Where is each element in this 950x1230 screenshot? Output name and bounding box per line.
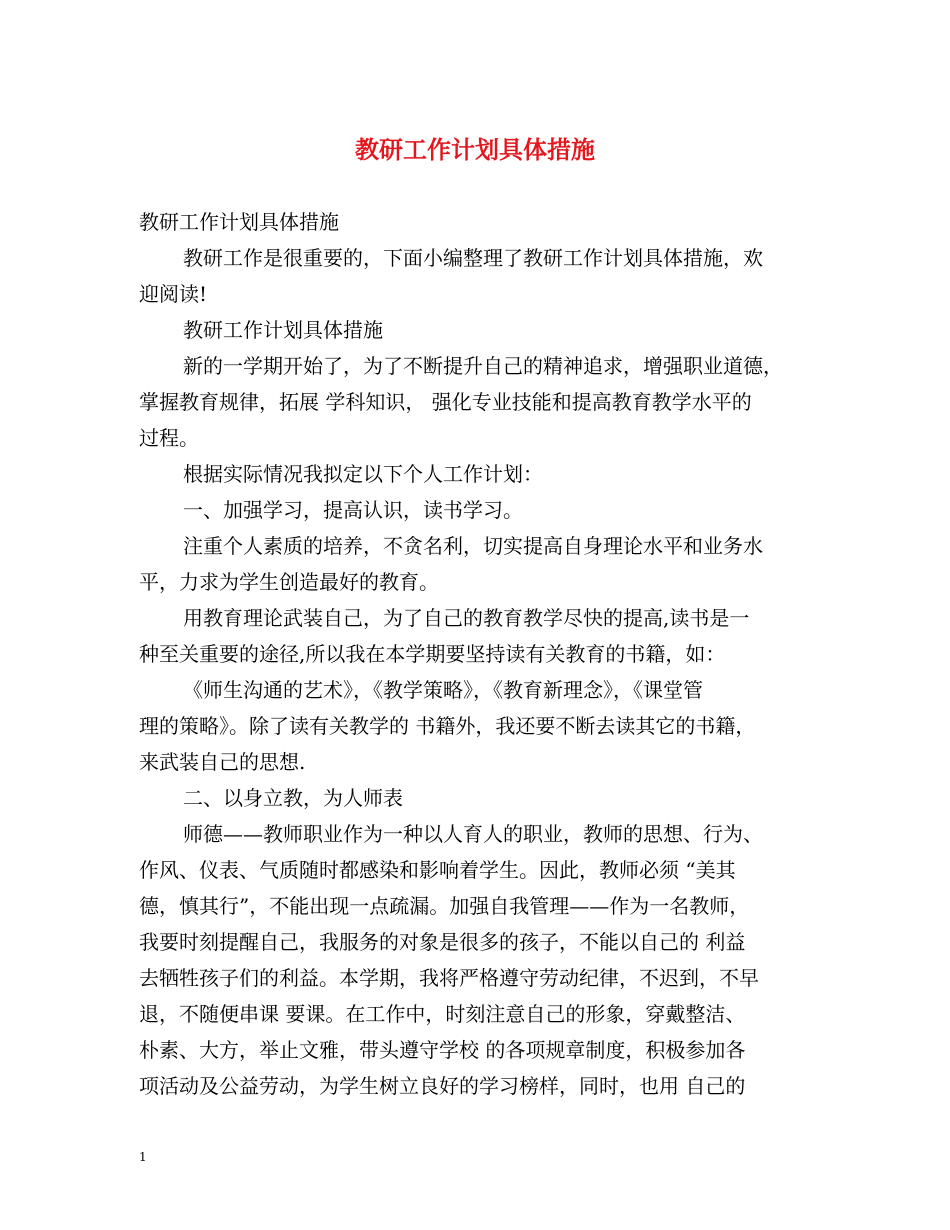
body-line: 德，慎其行”，不能出现一点疏漏。加强自我管理——作为一名教师， xyxy=(139,894,750,918)
document-title: 教研工作计划具体措施 xyxy=(355,135,595,164)
document-body xyxy=(139,204,819,1104)
body-line: 作风、仪表、气质随时都感染和影响着学生。因此，教师必须 “美其 xyxy=(139,858,736,882)
body-line: 《师生沟通的艺术》，《教学策略》，《教育新理念》，《课堂管 xyxy=(183,678,703,702)
body-line: 项活动及公益劳动，为学生树立良好的学习榜样，同时，也用 自己的 xyxy=(139,1074,746,1098)
body-line: 根据实际情况我拟定以下个人工作计划： xyxy=(183,462,543,486)
body-line: 教研工作是很重要的，下面小编整理了教研工作计划具体措施，欢 xyxy=(183,246,763,270)
body-line: 理的策略》。除了读有关教学的 书籍外，我还要不断去读其它的书籍， xyxy=(139,714,756,738)
body-line: 师德——教师职业作为一种以人育人的职业，教师的思想、行为、 xyxy=(183,822,763,846)
body-line: 朴素、大方，举止文雅，带头遵守学校 的各项规章制度，积极参加各 xyxy=(139,1038,746,1062)
body-line: 新的一学期开始了，为了不断提升自己的精神追求，增强职业道德， xyxy=(183,354,783,378)
body-line: 教研工作计划具体措施 xyxy=(139,210,339,234)
page-number: 1 xyxy=(139,1150,147,1164)
body-line: 掌握教育规律，拓展 学科知识， 强化专业技能和提高教育教学水平的 xyxy=(139,390,752,414)
body-line: 过程。 xyxy=(139,426,199,450)
body-line: 我要时刻提醒自己，我服务的对象是很多的孩子，不能以自己的 利益 xyxy=(139,930,746,954)
body-line: 种至关重要的途径,所以我在本学期要坚持读有关教育的书籍，如： xyxy=(139,642,726,666)
body-line: 用教育理论武装自己，为了自己的教育教学尽快的提高,读书是一 xyxy=(183,606,750,630)
body-line: 平，力求为学生创造最好的教育。 xyxy=(139,570,439,594)
body-line: 来武装自己的思想. xyxy=(139,750,306,774)
body-line: 迎阅读! xyxy=(139,282,208,306)
body-line: 退，不随便串课 要课。在工作中，时刻注意自己的形象，穿戴整洁、 xyxy=(139,1002,746,1026)
body-line: 去牺牲孩子们的利益。本学期，我将严格遵守劳动纪律，不迟到，不早 xyxy=(139,966,759,990)
body-line: 教研工作计划具体措施 xyxy=(183,318,383,342)
section-heading: 一、加强学习，提高认识，读书学习。 xyxy=(183,498,523,522)
section-heading: 二、以身立教，为人师表 xyxy=(183,786,403,810)
body-line: 注重个人素质的培养，不贪名利，切实提高自身理论水平和业务水 xyxy=(183,534,763,558)
